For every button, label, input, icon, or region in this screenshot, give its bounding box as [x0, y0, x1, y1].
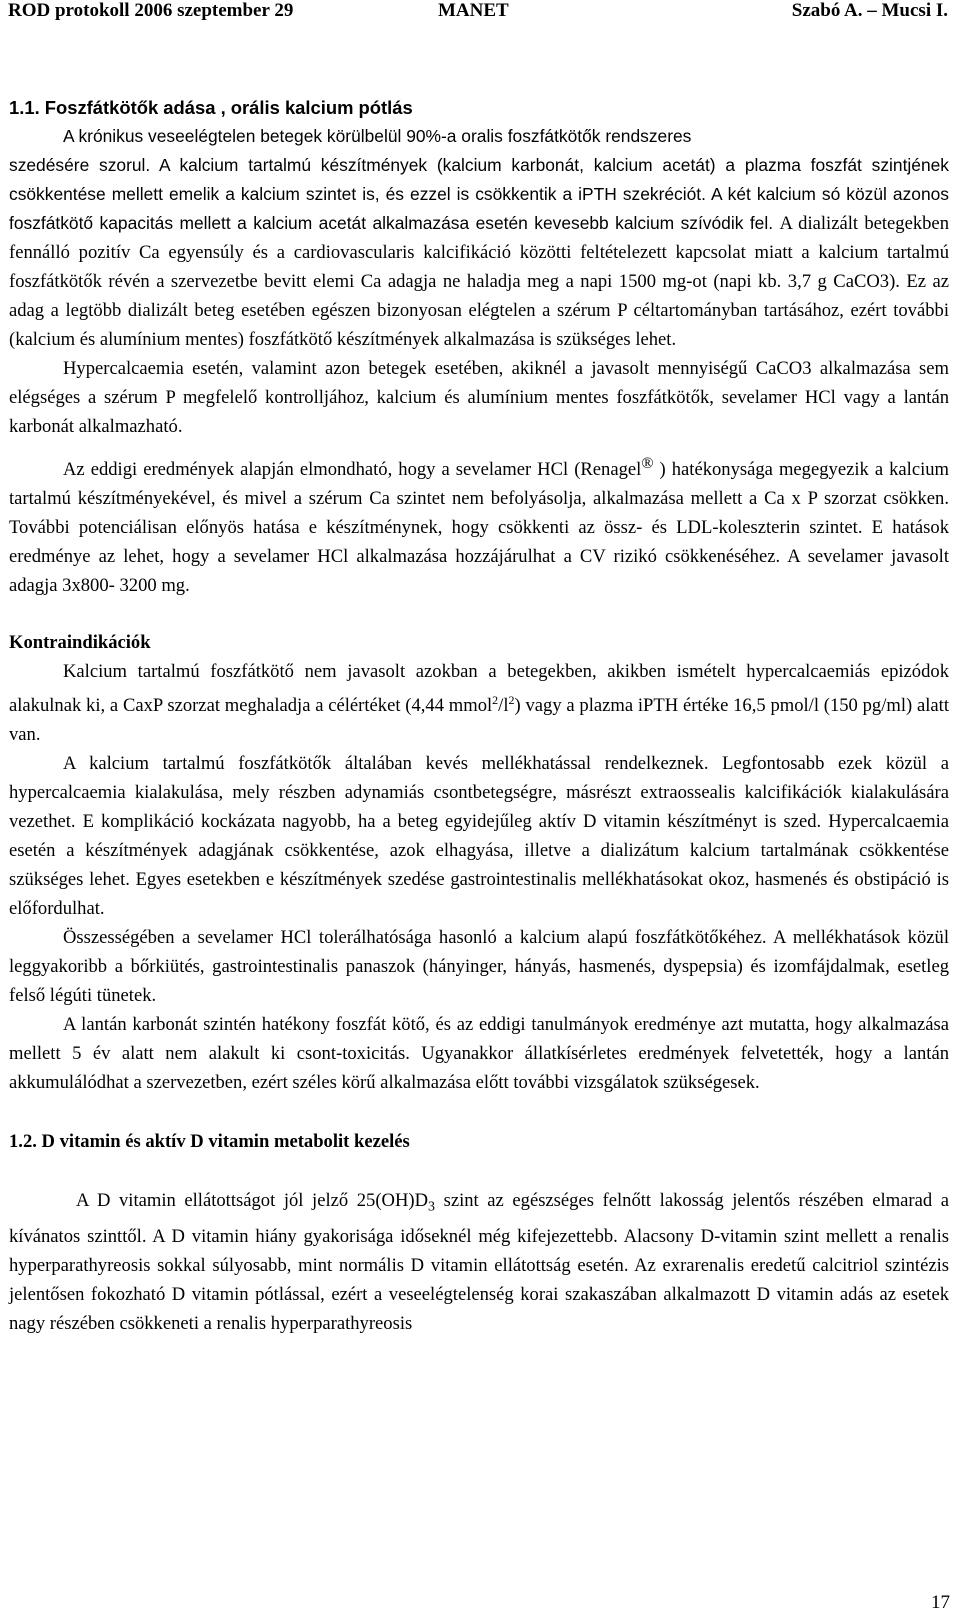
section-1-2-p1-sub: 3 — [428, 1200, 436, 1216]
section-1-1-first-line: A krónikus veseelégtelen betegek körülbelül 90%-a oralis foszfátkötők rendszeres — [63, 126, 692, 146]
page-header — [8, 0, 948, 28]
kontra-paragraph-4: A lantán karbonát szintén hatékony foszfát kötő, és az eddigi tanulmányok eredménye azt mutatta, hogy alkalmazása mellett 5 év alatt nem alakult ki csont-toxicitás. Ugyanakkor állatkísérletes eredmények felvetették, hogy a lantán akkumulálódhat a szervezetben, ezért széles körű alkalmazása előtt további vizsgálatok szükségesek. — [9, 1014, 949, 1094]
section-1-1-paragraph-1-sans: szedésére szorul. A kalcium tartalmú készítmények (kalcium karbonát, kalcium acetát) a plazma foszfát szintjének csökkentése mellett emelik a kalcium szintet is, és ezzel is csökkentik a iPTH szekréciót. A két kalcium só közül azonos foszfátkötő kapacitás mellett a kalcium acetát alkalmazása esetén kevesebb kalcium szívódik fel. — [9, 155, 949, 233]
section-1-2-heading: 1.2. D vitamin és aktív D vitamin metabolit kezelés — [9, 1131, 410, 1153]
kontra-paragraph-1 — [9, 657, 949, 749]
kontra-paragraph-3: Összességében a sevelamer HCl tolerálhatósága hasonló a kalcium alapú foszfátkötőkéhez. A mellékhatások közül leggyakoribb a bőrkiütés, gastrointestinalis panaszok (hányinger, hányás, hasmenés, dyspepsia) és izomfájdalmak, esetleg felső légúti tünetek. — [9, 927, 949, 1007]
paragraph-3-part-a: Az eddigi eredmények alapján elmondható, hogy a sevelamer HCl (Renagel — [63, 459, 642, 481]
kontra-p1-sup2: 2 — [508, 693, 515, 708]
section-1-2-p1-b: szint az egészséges felnőtt lakosság jelentős részében elmarad a kívánatos szinttől. A D vitamin hiány gyakorisága időseknél még kifejezettebb. Alacsony D-vitamin szint mellett a renalis hyperparathyreosis sokkal súlyosabb, mint normális D vitamin ellátottság esetén. Az exrarenalis eredetű calcitriol szintézis jelentősen fokozható D vitamin pótlással, ezért a veseelégtelenség korai szakaszában alkalmazott D vitamin adás az esetek nagy részében csökkeneti a renalis hyperparathyreosis — [9, 1190, 950, 1335]
header-authors: Szabó A. – Mucsi I. — [791, 0, 948, 21]
section-1-1-paragraph-1 — [9, 151, 949, 354]
kontraindikaciok-heading: Kontraindikációk — [9, 632, 151, 654]
header-left-title: ROD protokoll 2006 szeptember 29 — [8, 0, 294, 21]
paragraph-3-part-b: ) hatékonysága megegyezik a kalcium tartalmú készítményekével, és mivel a szérum Ca szintet nem befolyásolja, alkalmazása mellett a Ca x P szorzat csökken. További potenciálisan előnyös hatása e készítménynek, hogy csökkenti az össz- és LDL-koleszterin szintet. E hatások eredménye az lehet, hogy a sevelamer HCl alkalmazása hozzájárulhat a CV rizikó csökkenéséhez. A sevelamer javasolt adagja 3x800- 3200 mg. — [9, 459, 950, 597]
section-1-2-p1-a: A D vitamin ellátottságot jól jelző 25(OH)D — [76, 1190, 429, 1212]
section-1-1-heading: 1.1. Foszfátkötők adása , orális kalcium pótlás — [9, 97, 413, 118]
kontra-paragraph-2: A kalcium tartalmú foszfátkötők általában kevés mellékhatással rendelkeznek. Legfontosabb ezek közül a hypercalcaemia kialakulása, mely részben adynamiás csontbetegségre, másrészt extraossealis kalcifikációk kialakulására vezethet. E komplikáció kockázata nagyobb, ha a beteg egyidejűleg aktív D vitamin készítményt is szed. Hypercalcaemia esetén a készítmények adagjának csökkentése, azok elhagyása, illetve a dializátum kalcium tartalmának csökkentése szükséges lehet. Egyes esetekben e készítmények szedése gastrointestinalis mellékhatásokat okoz, hasmenés és obstipáció is előfordulhat. — [9, 753, 949, 920]
kontra-p1-sup1: 2 — [492, 693, 499, 708]
kontra-p1-c: ) vagy a plazma iPTH értéke 16,5 pmol/l (150 pg/ml) alatt van. — [9, 695, 949, 746]
registered-mark: ® — [641, 455, 654, 472]
kontra-p1-a: Kalcium tartalmú foszfátkötő nem javasolt azokban a betegekben, akikben ismételt hypercalcaemiás epizódok alakulnak ki, a CaxP szorzat meghaladja a célértéket (4,44 mmol — [9, 661, 949, 717]
header-center-title: MANET — [438, 0, 509, 21]
section-1-1-paragraph-3 — [9, 449, 949, 600]
section-1-2-paragraph-1 — [9, 1186, 949, 1338]
document-body — [9, 93, 949, 1338]
page-number: 17 — [931, 1592, 950, 1613]
section-1-1-paragraph-1-serif: A dializált betegekben fennálló pozitív Ca egyensúly és a cardiovascularis kalcifikáció közötti feltételezett kapcsolat miatt a kalcium tartalmú foszfátkötők révén a szervezetbe bevitt elemi Ca adagja ne haladja meg a napi 1500 mg-ot (napi kb. 3,7 g CaCO3). Ez az adag a legtöbb dializált beteg esetében egészen bizonyosan elégtelen a szérum P céltartományban tartásához, ezért további (kalcium és alumínium mentes) foszfátkötő készítmények alkalmazása is szükséges lehet. — [9, 213, 949, 350]
section-1-1-paragraph-2: Hypercalcaemia esetén, valamint azon betegek esetében, akiknél a javasolt mennyiségű CaCO3 alkalmazása sem elégséges a szérum P megfelelő kontrolljához, kalcium és alumínium mentes foszfátkötők, sevelamer HCl vagy a lantán karbonát alkalmazható. — [9, 358, 949, 437]
kontra-p1-b: /l — [498, 695, 509, 717]
